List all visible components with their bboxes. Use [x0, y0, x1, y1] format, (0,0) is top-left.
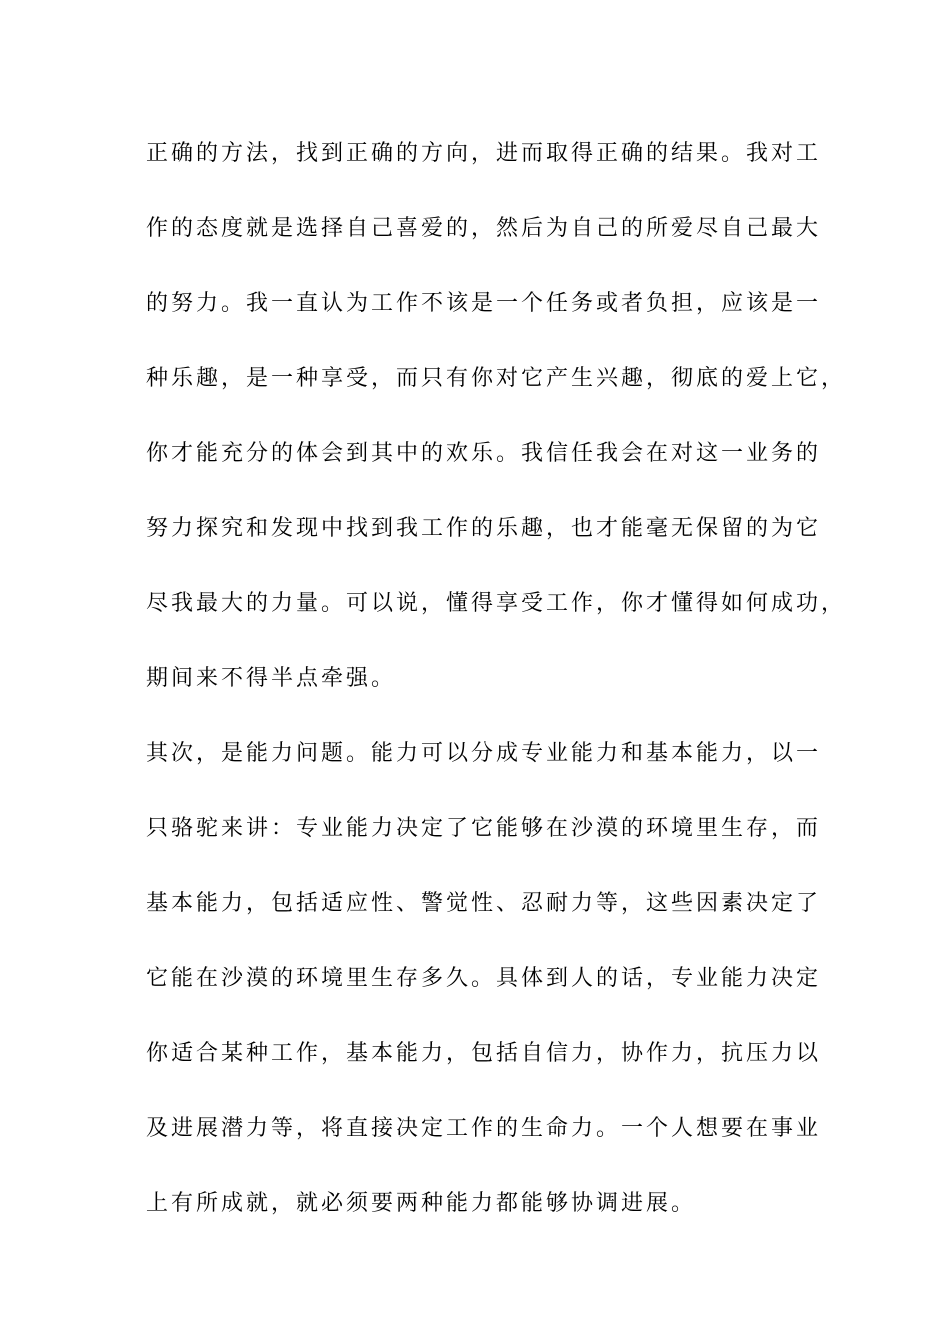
text-line: 的努力。我一直认为工作不该是一个任务或者负担，应该是一	[146, 291, 822, 316]
text-line: 只骆驼来讲：专业能力决定了它能够在沙漠的环境里生存，而	[146, 816, 822, 841]
text-line: 种乐趣，是一种享受，而只有你对它产生兴趣，彻底的爱上它，	[146, 366, 847, 391]
text-line: 其次，是能力问题。能力可以分成专业能力和基本能力，以一	[146, 741, 822, 766]
text-line: 尽我最大的力量。可以说，懂得享受工作，你才懂得如何成功，	[146, 591, 847, 616]
text-line: 期间来不得半点牵强。	[146, 666, 397, 691]
text-line: 上有所成就，就必须要两种能力都能够协调进展。	[146, 1191, 697, 1216]
text-line: 正确的方法，找到正确的方向，进而取得正确的结果。我对工	[146, 141, 822, 166]
text-line: 你才能充分的体会到其中的欢乐。我信任我会在对这一业务的	[146, 441, 822, 466]
text-line: 基本能力，包括适应性、警觉性、忍耐力等，这些因素决定了	[146, 891, 822, 916]
text-line: 及进展潜力等，将直接决定工作的生命力。一个人想要在事业	[146, 1116, 822, 1141]
text-line: 作的态度就是选择自己喜爱的，然后为自己的所爱尽自己最大	[146, 216, 822, 241]
text-line: 你适合某种工作，基本能力，包括自信力，协作力，抗压力以	[146, 1041, 822, 1066]
text-line: 它能在沙漠的环境里生存多久。具体到人的话，专业能力决定	[146, 966, 822, 991]
text-line: 努力探究和发现中找到我工作的乐趣，也才能毫无保留的为它	[146, 516, 822, 541]
body-text	[146, 126, 847, 1251]
